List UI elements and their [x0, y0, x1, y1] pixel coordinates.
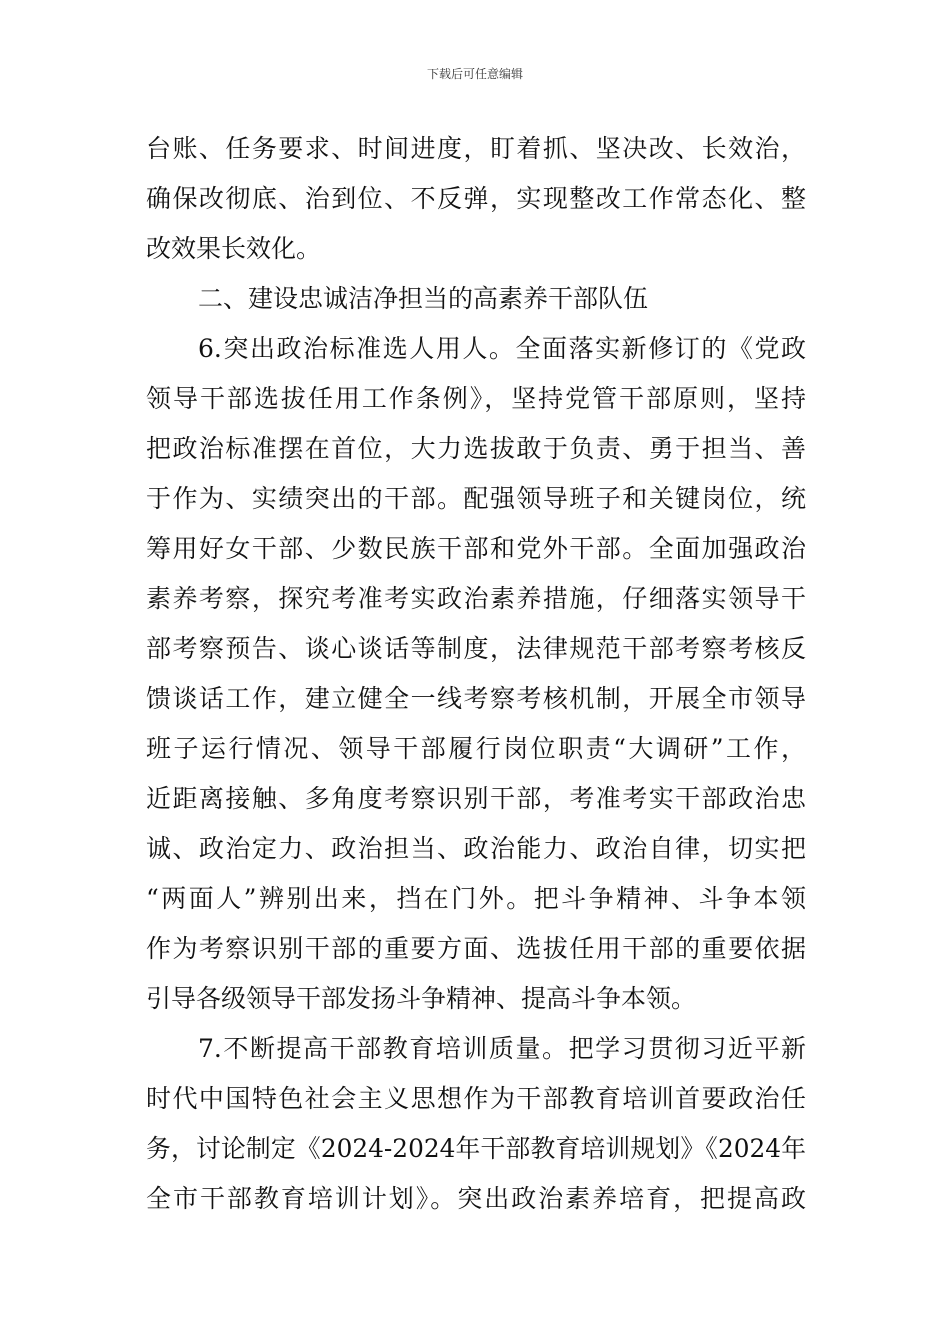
text-line: 馈谈话工作，建立健全一线考察考核机制，开展全市领导: [146, 684, 806, 713]
text-line: 诚、政治定力、政治担当、政治能力、政治自律，切实把: [146, 834, 806, 863]
text-line: 二、建设忠诚洁净担当的高素养干部队伍: [198, 284, 649, 313]
text-line: 作为考察识别干部的重要方面、选拔任用干部的重要依据: [146, 934, 806, 963]
text-line: 7.不断提高干部教育培训质量。把学习贯彻习近平新: [198, 1034, 806, 1063]
text-line: 领导干部选拔任用工作条例》，坚持党管干部原则，坚持: [146, 384, 806, 413]
text-line: 改效果长效化。: [146, 234, 322, 263]
text-line: 把政治标准摆在首位，大力选拔敢于负责、勇于担当、善: [146, 434, 806, 463]
text-line: 台账、任务要求、时间进度，盯着抓、坚决改、长效治，: [146, 134, 806, 163]
page-header: 下载后可任意编辑: [426, 67, 523, 81]
text-line: 务，讨论制定《2024-2024年干部教育培训规划》《2024年: [146, 1134, 806, 1163]
text-line: 班子运行情况、领导干部履行岗位职责“大调研”工作，: [146, 734, 806, 763]
text-line: 全市干部教育培训计划》。突出政治素养培育，把提高政: [146, 1184, 806, 1213]
document-body: [146, 124, 806, 1224]
text-line: 于作为、实绩突出的干部。配强领导班子和关键岗位，统: [146, 484, 806, 513]
text-line: 6.突出政治标准选人用人。全面落实新修订的《党政: [198, 334, 806, 363]
text-line: 近距离接触、多角度考察识别干部，考准考实干部政治忠: [146, 784, 806, 813]
text-line: 时代中国特色社会主义思想作为干部教育培训首要政治任: [146, 1084, 806, 1113]
text-line: 引导各级领导干部发扬斗争精神、提高斗争本领。: [146, 984, 697, 1013]
text-line: “两面人”辨别出来，挡在门外。把斗争精神、斗争本领: [146, 884, 806, 913]
text-line: 筹用好女干部、少数民族干部和党外干部。全面加强政治: [146, 534, 806, 563]
text-line: 素养考察，探究考准考实政治素养措施，仔细落实领导干: [146, 584, 806, 613]
text-line: 确保改彻底、治到位、不反弹，实现整改工作常态化、整: [146, 184, 806, 213]
text-line: 部考察预告、谈心谈话等制度，法律规范干部考察考核反: [146, 634, 806, 663]
